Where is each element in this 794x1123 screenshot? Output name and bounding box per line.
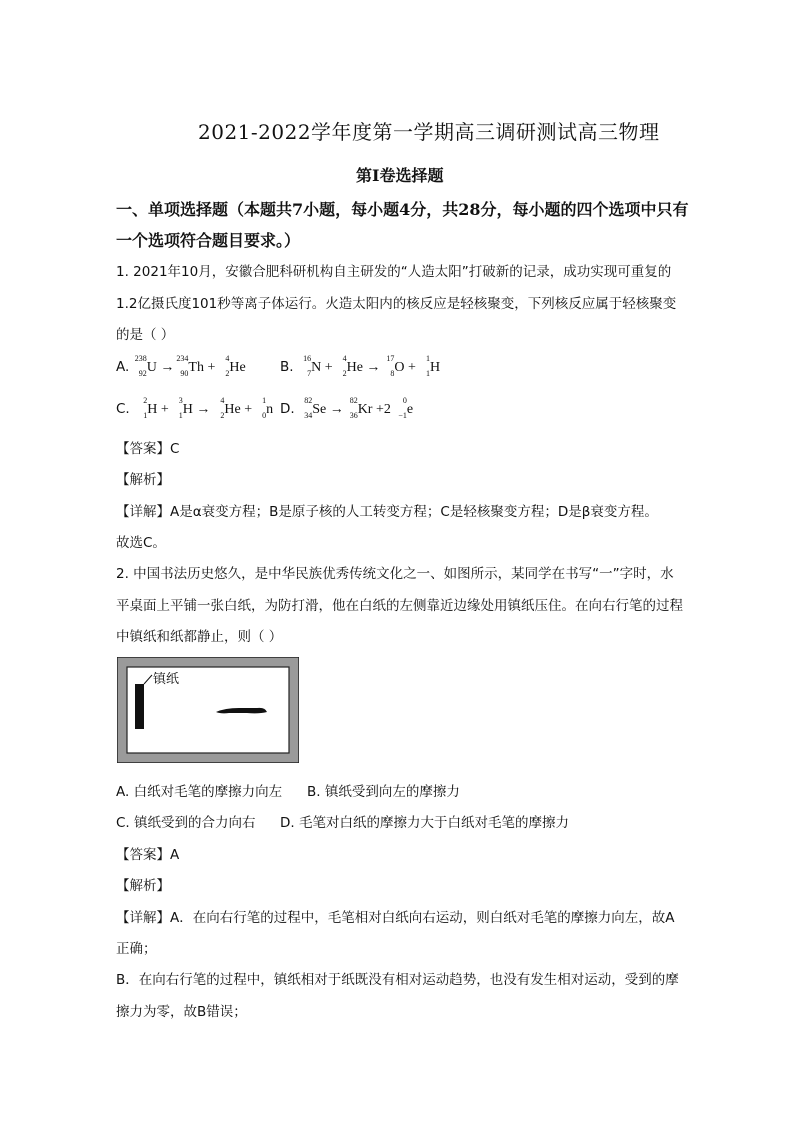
q2-detail-b-line2: 擦力为零，故B错误； — [116, 1004, 247, 1020]
q1-option-b-label: B. — [280, 359, 294, 375]
document-title: 2021-2022学年度第一学期高三调研测试高三物理 — [198, 120, 660, 144]
q2-answer-value: A — [170, 847, 180, 863]
q2-detail-a-line2: 正确； — [116, 941, 157, 957]
q2-analysis-tag: 【解析】 — [116, 878, 170, 894]
q1-option-c: C. 2 1 H + 3 1 H → 4 2 He + 1 0 n — [116, 396, 274, 420]
q2-option-c: C. 镇纸受到的合力向右 — [116, 815, 256, 831]
q1-option-b: B. 16 7 N + 4 2 He → 17 8 O + 1 1 H — [280, 354, 441, 378]
q1-stem-line3: 的是（ ） — [116, 327, 175, 343]
part-title: 第Ⅰ卷选择题 — [356, 166, 444, 185]
q2-answer: 【答案】A — [116, 847, 180, 863]
q2-stem-line1: 2. 中国书法历史悠久，是中华民族优秀传统文化之一、如图所示，某同学在书写“一”字时，水 — [116, 566, 674, 582]
q1-analysis-tag: 【解析】 — [116, 472, 170, 488]
q1-answer-value: C — [170, 441, 180, 457]
paperweight — [135, 684, 144, 729]
q1-option-d: D. 82 34 Se → 82 36 Kr +2 0 −1 e — [280, 396, 414, 420]
q1-option-a-label: A. — [116, 359, 130, 375]
paperweight-label: 镇纸 — [153, 672, 180, 687]
q1-stem-line2: 1.2亿摄氏度101秒等离子体运行。火造太阳内的核反应是轻核聚变，下列核反应属于轻核聚变 — [116, 296, 677, 312]
q2-detail-a-line1: 【详解】A．在向右行笔的过程中，毛笔相对白纸向右运动，则白纸对毛笔的摩擦力向左，故A — [116, 910, 675, 926]
paperweight-figure — [117, 657, 299, 763]
q1-stem-line1: 1. 2021年10月，安徽合肥科研机构自主研发的“人造太阳”打破新的记录，成功实现可重复的 — [116, 264, 672, 280]
q2-option-d: D. 毛笔对白纸的摩擦力大于白纸对毛笔的摩擦力 — [280, 815, 569, 831]
section-heading-line2: 一个选项符合题目要求。） — [116, 231, 301, 250]
isotope-th: 234 90 — [176, 354, 189, 378]
isotope-u: 238 92 — [134, 354, 147, 378]
q1-option-d-label: D. — [280, 401, 295, 417]
q2-detail-b-line1: B．在向右行笔的过程中，镇纸相对于纸既没有相对运动趋势，也没有发生相对运动，受到的摩 — [116, 972, 679, 988]
q2-option-b: B. 镇纸受到向左的摩擦力 — [307, 784, 460, 800]
q1-detail: 【详解】A是α衰变方程；B是原子核的人工转变方程；C是轻核聚变方程；D是β衰变方程。 — [116, 504, 658, 520]
q2-stem-line2: 平桌面上平铺一张白纸，为防打滑，他在白纸的左侧靠近边缘处用镇纸压住。在向右行笔的过程 — [116, 598, 683, 614]
q2-option-a: A. 白纸对毛笔的摩擦力向左 — [116, 784, 283, 800]
q1-option-c-label: C. — [116, 401, 130, 417]
q1-conclusion: 故选C。 — [116, 535, 166, 551]
q1-answer: 【答案】C — [116, 441, 180, 457]
q2-stem-line3: 中镇纸和纸都静止，则（ ） — [116, 629, 283, 645]
isotope-he: 4 2 — [225, 354, 230, 378]
section-heading-line1: 一、单项选择题（本题共7小题，每小题4分，共28分，每小题的四个选项中只有 — [116, 200, 689, 219]
q1-option-a: A. 238 92 U → 234 90 Th + 4 2 He — [116, 354, 246, 378]
